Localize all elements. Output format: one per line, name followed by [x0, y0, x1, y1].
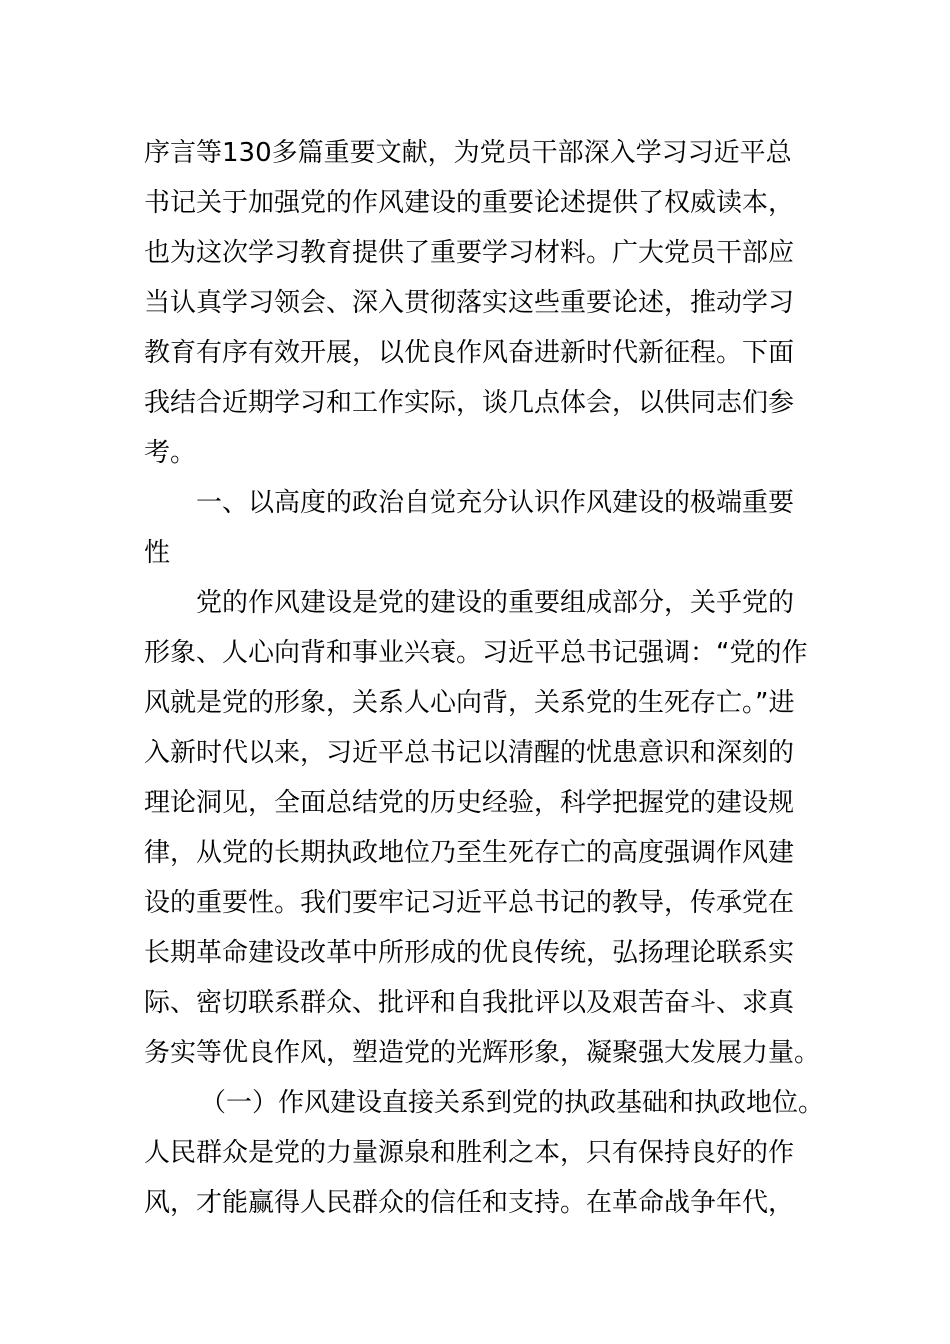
text-line: 际、密切联系群众、批评和自我批评以及艰苦奋斗、求真 — [144, 988, 795, 1018]
text-line: 长期革命建设改革中所形成的优良传统，弘扬理论联系实 — [144, 938, 795, 968]
text-line: 设的重要性。我们要牢记习近平总书记的教导，传承党在 — [144, 888, 795, 918]
text-line: 人民群众是党的力量源泉和胜利之本，只有保持良好的作 — [144, 1138, 795, 1168]
text-line: 序言等130多篇重要文献，为党员干部深入学习习近平总 — [144, 138, 792, 168]
text-line: 我结合近期学习和工作实际，谈几点体会，以供同志们参 — [144, 388, 795, 418]
text-line: 书记关于加强党的作风建设的重要论述提供了权威读本， — [144, 188, 795, 218]
section-heading-continued: 性 — [144, 538, 171, 568]
text-line: 教育有序有效开展，以优良作风奋进新时代新征程。下面 — [144, 338, 795, 368]
text-line: 风就是党的形象，关系人心向背，关系党的生死存亡。”进 — [144, 688, 795, 718]
body-text — [144, 128, 824, 1228]
text-line: 形象、人心向背和事业兴衰。习近平总书记强调：“党的作 — [144, 638, 808, 668]
text-line: 风，才能赢得人民群众的信任和支持。在革命战争年代， — [144, 1188, 795, 1218]
text-line: 党的作风建设是党的建设的重要组成部分，关乎党的 — [196, 588, 795, 618]
text-line: 入新时代以来，习近平总书记以清醒的忧患意识和深刻的 — [144, 738, 795, 768]
text-line: 务实等优良作风，塑造党的光辉形象，凝聚强大发展力量。 — [144, 1038, 821, 1068]
subsection-heading: （一）作风建设直接关系到党的执政基础和执政地位。 — [200, 1088, 825, 1118]
section-heading: 一、以高度的政治自觉充分认识作风建设的极端重要 — [196, 488, 795, 518]
text-line: 当认真学习领会、深入贯彻落实这些重要论述，推动学习 — [144, 288, 795, 318]
text-line: 理论洞见，全面总结党的历史经验，科学把握党的建设规 — [144, 788, 795, 818]
text-line: 考。 — [144, 438, 197, 468]
text-line: 律，从党的长期执政地位乃至生死存亡的高度强调作风建 — [144, 838, 795, 868]
text-line: 也为这次学习教育提供了重要学习材料。广大党员干部应 — [144, 238, 795, 268]
